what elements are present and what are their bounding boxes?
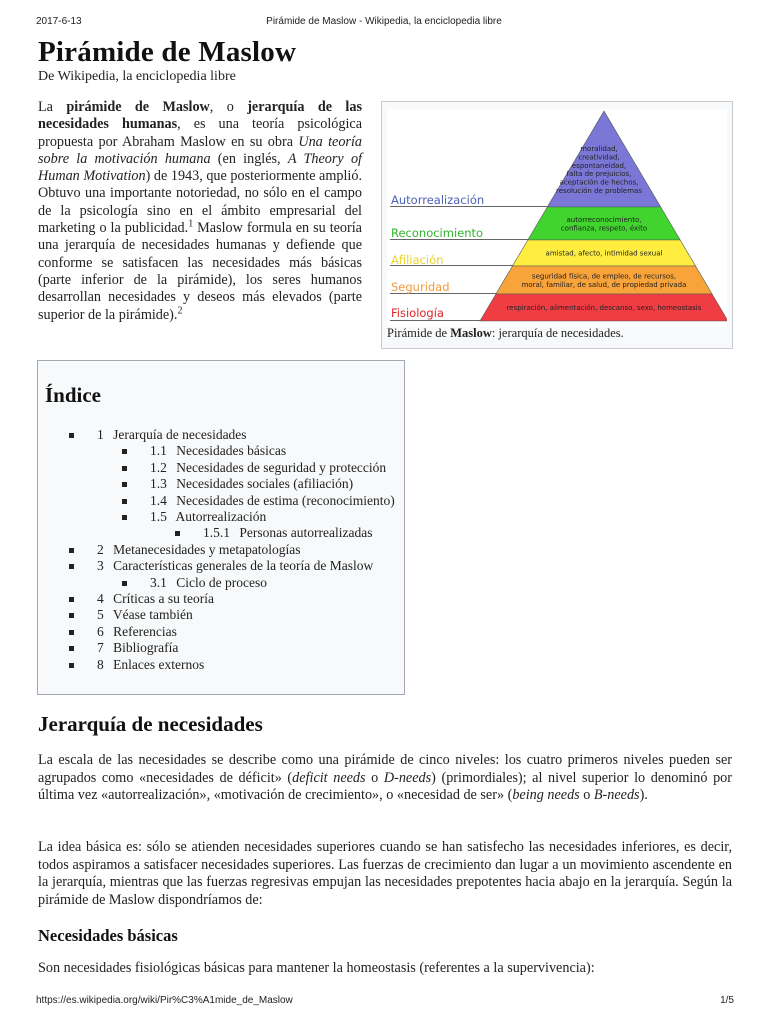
toc-number: 8 bbox=[97, 656, 104, 672]
section-heading: Jerarquía de necesidades bbox=[38, 712, 263, 736]
body-italic: deficit needs bbox=[292, 769, 366, 786]
toc-item[interactable] bbox=[119, 460, 395, 476]
toc-label[interactable]: Autorrealización bbox=[175, 509, 267, 525]
lead-text: , es una teoría psicológica propuesta por Abraham Maslow en su obra bbox=[38, 116, 362, 150]
reference-1[interactable]: 1 bbox=[188, 218, 194, 230]
level-description: resolución de problemas bbox=[556, 187, 642, 195]
reference-2[interactable]: 2 bbox=[177, 304, 183, 316]
section-paragraph-3: Son necesidades fisiológicas básicas para mantener la homeostasis (referentes a la supervivencia): bbox=[38, 960, 595, 976]
figure-caption bbox=[387, 326, 624, 341]
section-paragraph-1 bbox=[38, 752, 732, 805]
toc-item[interactable] bbox=[119, 509, 395, 542]
toc-item[interactable] bbox=[66, 607, 395, 623]
caption-text: : jerarquía de necesidades. bbox=[491, 326, 624, 340]
toc-number: 1.2 bbox=[150, 459, 167, 475]
figure-thumbnail bbox=[381, 101, 733, 349]
level-description: falta de prejuicios, bbox=[566, 170, 632, 179]
level-name-label: Afiliación bbox=[391, 253, 444, 267]
level-description: seguridad física, de empleo, de recursos, bbox=[531, 272, 677, 281]
toc-number: 1.5 bbox=[150, 509, 167, 525]
section-paragraph-2: La idea básica es: sólo se atienden necesidades superiores cuando se han satisfecho las necesidades inferiores, es decir, todos aspiramos a satisfacer necesidades superiores. Las fuerzas de crecimiento dan lugar a un movimiento ascendente en la jerarquía, mientras que las fuerzas regresivas empujan las necesidades prepotentes hacia abajo en la jerarquía. Según la pirámide de Maslow dispondríamos de: bbox=[38, 839, 732, 908]
lead-text: ) de 1943, que posteriormente amplió. Obtuvo una importante notoriedad, no sólo en el campo de la psicología sino en el ámbito empresarial del marketing o la publicidad. bbox=[38, 168, 363, 237]
print-url: https://es.wikipedia.org/wiki/Pir%C3%A1mide_de_Maslow bbox=[36, 995, 293, 1006]
body-text: ). bbox=[639, 787, 648, 803]
level-description: autorreconocimiento, bbox=[566, 215, 642, 224]
maslow-pyramid-diagram bbox=[387, 109, 727, 327]
toc-number: 1.1 bbox=[150, 443, 167, 459]
toc-label[interactable]: Críticas a su teoría bbox=[113, 591, 214, 607]
toc-list bbox=[66, 427, 395, 673]
lead-text: (en inglés, bbox=[210, 150, 288, 167]
body-italic: D-needs bbox=[383, 769, 432, 786]
toc-item[interactable] bbox=[119, 575, 395, 591]
toc-item[interactable] bbox=[66, 542, 395, 558]
page-number: 1/5 bbox=[720, 995, 734, 1006]
toc-label[interactable]: Necesidades sociales (afiliación) bbox=[176, 476, 354, 492]
toc-label[interactable]: Necesidades básicas bbox=[176, 443, 287, 459]
page-title: Pirámide de Maslow bbox=[38, 36, 297, 68]
lead-work-title: A Theory of Human Motivation bbox=[38, 150, 362, 185]
level-name-label: Autorrealización bbox=[391, 193, 485, 207]
toc-label[interactable]: Referencias bbox=[113, 623, 177, 639]
lead-text: Maslow formula en su teoría una jerarquía de necesidades humanas y defiende que conforme se satisfacen las necesidades más básicas (parte inferior de la pirámide), los seres humanos desarrollan necesidades y deseos más elevados (parte superior de la pirámide). bbox=[38, 220, 362, 323]
toc-label[interactable]: Véase también bbox=[112, 607, 193, 623]
toc-label[interactable]: Metanecesidades y metapatologías bbox=[113, 541, 301, 557]
toc-item[interactable] bbox=[172, 525, 395, 541]
toc-label[interactable]: Personas autorrealizadas bbox=[239, 525, 373, 541]
toc-number: 3.1 bbox=[150, 574, 167, 590]
level-description: espontaneidad, bbox=[571, 161, 627, 170]
body-text: La escala de las necesidades se describe como una pirámide de cinco niveles: los cuatro primeros niveles pueden ser agrupados como «necesidades de déficit» ( bbox=[38, 752, 732, 786]
level-description: moralidad, bbox=[580, 145, 618, 153]
level-description: amistad, afecto, intimidad sexual bbox=[545, 249, 663, 258]
lead-bold-term: jerarquía de las necesidades humanas bbox=[38, 99, 362, 133]
toc-item[interactable] bbox=[66, 657, 395, 673]
level-name-label: Seguridad bbox=[391, 280, 450, 294]
toc-label[interactable]: Jerarquía de necesidades bbox=[113, 427, 247, 442]
toc-number: 1.3 bbox=[150, 476, 167, 492]
toc-item[interactable] bbox=[66, 427, 395, 542]
lead-paragraph bbox=[38, 99, 362, 324]
toc-number: 5 bbox=[97, 607, 104, 623]
body-text: o bbox=[365, 769, 384, 786]
subsection-heading: Necesidades básicas bbox=[38, 926, 178, 945]
toc-label[interactable]: Necesidades de estima (reconocimiento) bbox=[176, 492, 395, 508]
toc-item[interactable] bbox=[119, 493, 395, 509]
toc-label[interactable]: Enlaces externos bbox=[113, 656, 205, 672]
table-of-contents bbox=[37, 360, 405, 695]
tagline: De Wikipedia, la enciclopedia libre bbox=[38, 69, 236, 84]
toc-number: 3 bbox=[97, 558, 104, 574]
level-name-label: Fisiología bbox=[391, 306, 444, 320]
pyramid-image[interactable] bbox=[387, 109, 727, 327]
toc-number: 1 bbox=[97, 427, 104, 442]
level-name-label: Reconocimiento bbox=[391, 226, 484, 240]
print-date: 2017-6-13 bbox=[36, 16, 82, 27]
toc-label[interactable]: Ciclo de proceso bbox=[176, 574, 267, 590]
toc-number: 1.4 bbox=[150, 492, 167, 508]
lead-text: La bbox=[38, 99, 67, 115]
toc-item[interactable] bbox=[119, 476, 395, 492]
body-text: o bbox=[579, 787, 594, 803]
toc-item[interactable] bbox=[66, 640, 395, 656]
toc-number: 2 bbox=[97, 541, 104, 557]
level-description: respiración, alimentación, descanso, sexo, homeostasis bbox=[506, 304, 702, 313]
toc-label[interactable]: Necesidades de seguridad y protección bbox=[176, 459, 387, 475]
lead-work-title: Una teoría sobre la motivación humana bbox=[38, 133, 362, 167]
toc-number: 1.5.1 bbox=[203, 525, 230, 541]
body-italic: being needs bbox=[512, 787, 580, 803]
toc-item[interactable] bbox=[66, 558, 395, 591]
level-description: moral, familiar, de salud, de propiedad privada bbox=[521, 280, 687, 289]
toc-number: 4 bbox=[97, 591, 104, 607]
print-title: Pirámide de Maslow - Wikipedia, la enciclopedia libre bbox=[266, 16, 502, 27]
lead-text: , o bbox=[209, 99, 248, 115]
lead-bold-term: pirámide de Maslow bbox=[66, 99, 210, 115]
body-italic: B-needs bbox=[593, 787, 640, 803]
body-text: ) (primordiales); al nivel superior lo denominó por última vez «autorrealización», «motivación de crecimiento», o «necesidad de ser» ( bbox=[38, 769, 733, 803]
toc-heading: Índice bbox=[45, 383, 102, 407]
toc-item[interactable] bbox=[119, 443, 395, 459]
toc-label[interactable]: Bibliografía bbox=[113, 640, 179, 656]
caption-bold: Maslow bbox=[450, 326, 492, 340]
level-description: creatividad, bbox=[578, 153, 620, 162]
toc-item[interactable] bbox=[66, 624, 395, 640]
toc-label[interactable]: Características generales de la teoría de Maslow bbox=[113, 558, 374, 574]
level-description: confianza, respeto, éxito bbox=[560, 224, 648, 233]
toc-item[interactable] bbox=[66, 591, 395, 607]
toc-number: 7 bbox=[97, 640, 104, 656]
toc-number: 6 bbox=[97, 623, 104, 639]
caption-text: Pirámide de bbox=[387, 326, 451, 340]
level-description: aceptación de hechos, bbox=[559, 178, 639, 187]
